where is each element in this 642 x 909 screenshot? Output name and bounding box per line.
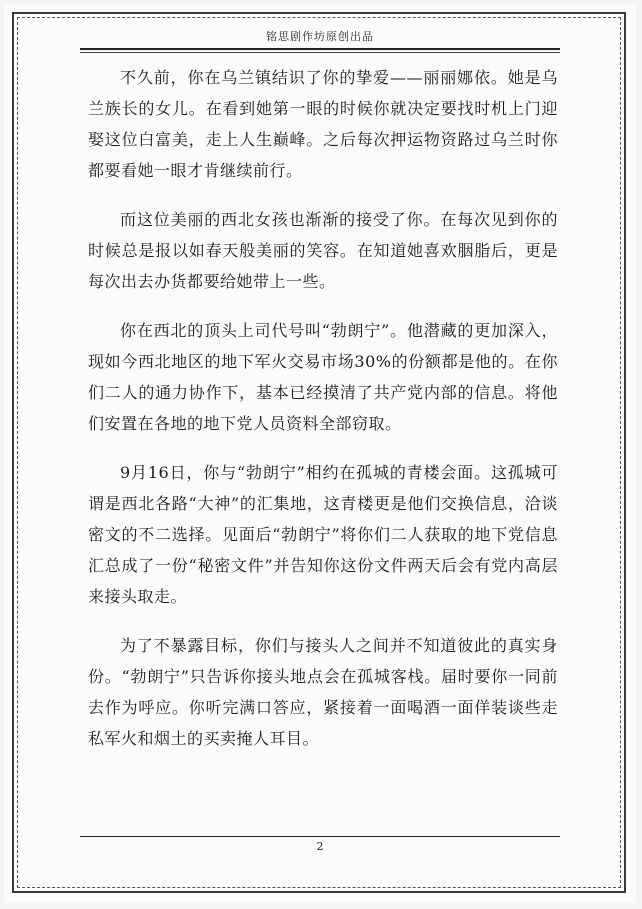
footer-rule <box>80 836 560 837</box>
header-title: 铭思剧作坊原创出品 <box>266 30 374 43</box>
header-rule <box>80 48 560 50</box>
paragraph-4: 9月16日，你与“勃朗宁”相约在孤城的青楼会面。这孤城可谓是西北各路“大神”的汇集地，这青楼更是他们交换信息，洽谈密文的不二选择。见面后“勃朗宁”将你们二人获取的地下党信息汇总成了一份“秘密文件”并告知你这份文件两天后会有党内高层来接头取走。 <box>88 463 558 606</box>
page-number: 2 <box>316 840 324 853</box>
paragraph-3: 你在西北的顶头上司代号叫“勃朗宁”。他潜藏的更加深入，现如今西北地区的地下军火交易市场30%的份额都是他的。在你们二人的通力协作下，基本已经摸清了共产党内部的信息。将他们安置在各地的地下党人员资料全部窃取。 <box>88 321 558 433</box>
paragraph-5: 为了不暴露目标，你们与接头人之间并不知道彼此的真实身份。“勃朗宁”只告诉你接头地点会在孤城客栈。届时要你一同前去作为呼应。你听完满口答应，紧接着一面喝酒一面佯装谈些走私军火和烟土的买卖掩人耳目。 <box>88 636 558 748</box>
paragraph-2: 而这位美丽的西北女孩也渐渐的接受了你。在每次见到你的时候总是报以如春天般美丽的笑容。在知道她喜欢胭脂后，更是每次出去办货都要给她带上一些。 <box>88 210 558 291</box>
header-rule-thin <box>80 52 560 53</box>
document-page <box>4 4 636 903</box>
paragraph-1: 不久前，你在乌兰镇结识了你的挚爱——丽丽娜依。她是乌兰族长的女儿。在看到她第一眼的时候你就决定要找时机上门迎娶这位白富美，走上人生巅峰。之后每次押运物资路过乌兰时你都要看她一眼才肯继续前行。 <box>88 68 558 180</box>
body-text <box>88 62 558 772</box>
